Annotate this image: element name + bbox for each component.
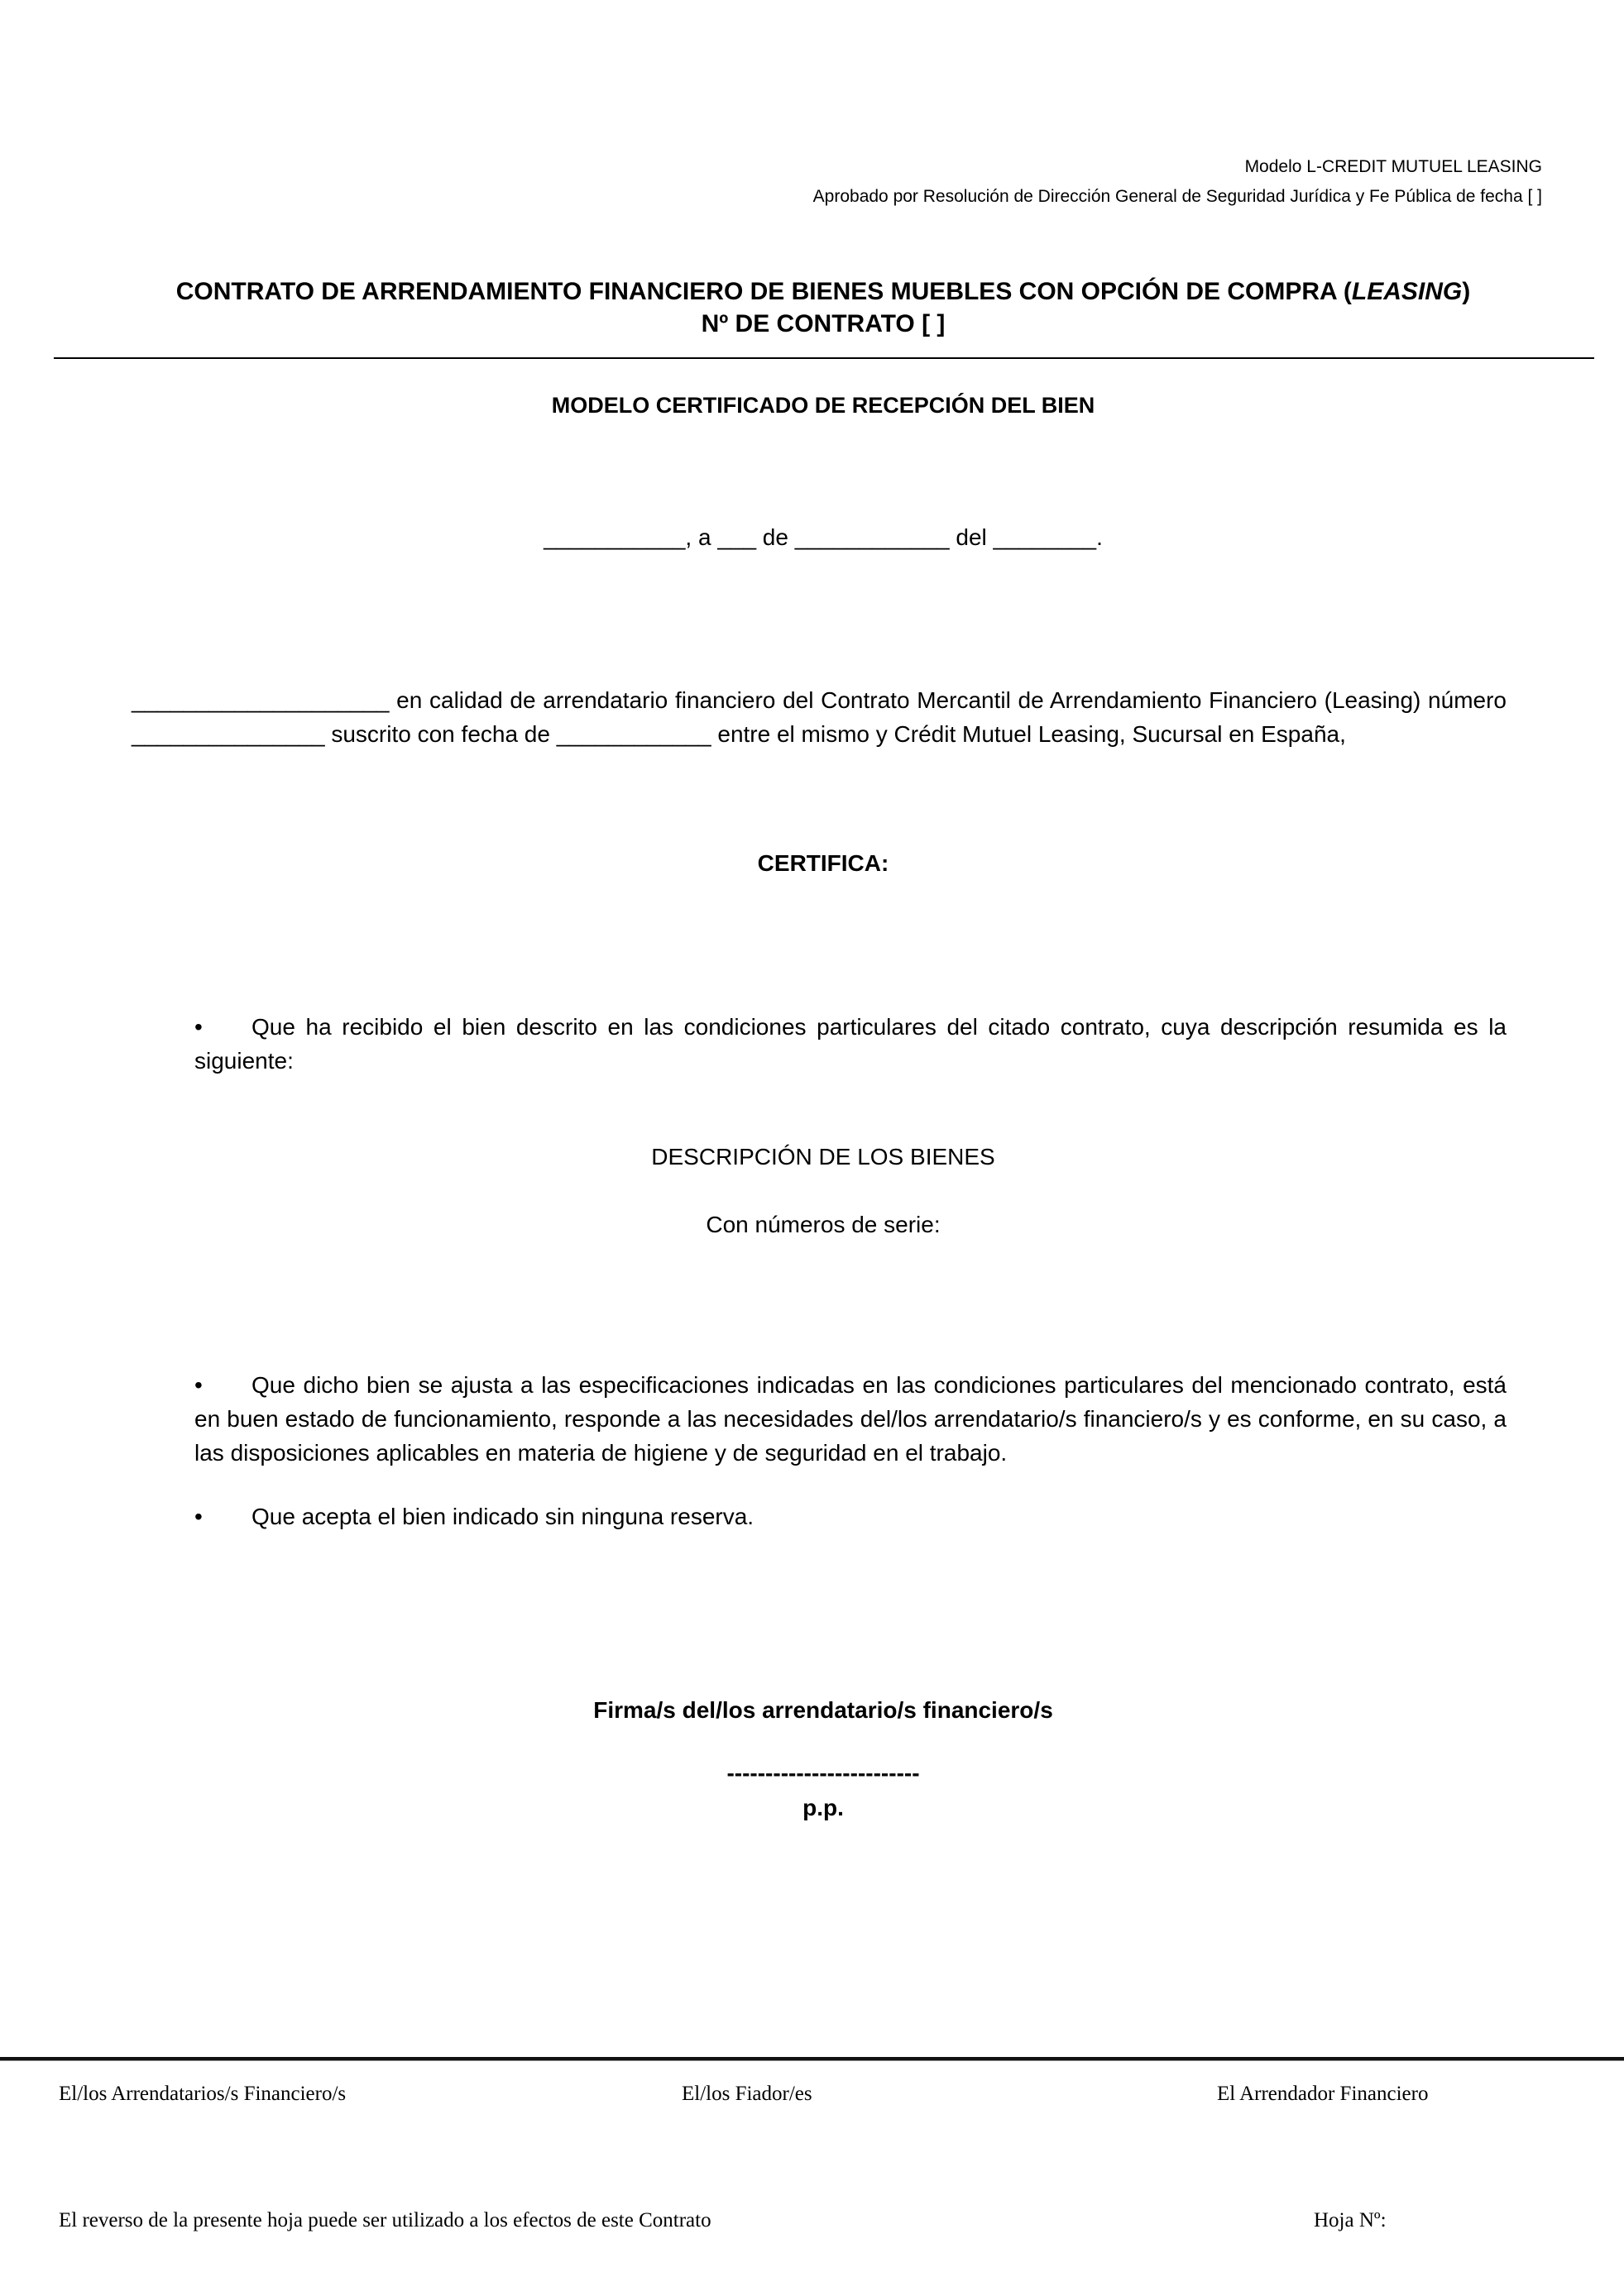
signature-label: Firma/s del/los arrendatario/s financiero/s bbox=[593, 1697, 1053, 1723]
certifica-heading: CERTIFICA: bbox=[757, 850, 889, 876]
contract-number: Nº DE CONTRATO [ ] bbox=[701, 310, 946, 337]
bullet-item-2 bbox=[194, 1368, 1507, 1470]
bullet-icon: • bbox=[194, 1504, 203, 1529]
footer-divider bbox=[0, 2057, 1624, 2061]
model-label: Modelo L-CREDIT MUTUEL LEASING bbox=[1244, 157, 1542, 176]
intro-paragraph: ____________________ en calidad de arrendatario financiero del Contrato Mercantil de Arrendamiento Financiero (Leasing) número _______________ suscrito con fecha de ____________ entre el mismo y Crédit Mutuel Leasing, Sucursal en España, bbox=[132, 687, 1507, 747]
title-suffix: ) bbox=[1462, 278, 1471, 305]
serial-numbers-label: Con números de serie: bbox=[706, 1212, 941, 1237]
footer-reverse-note: El reverso de la presente hoja puede ser utilizado a los efectos de este Contrato bbox=[59, 2209, 711, 2231]
goods-description-heading: DESCRIPCIÓN DE LOS BIENES bbox=[651, 1144, 995, 1170]
approval-label: Aprobado por Resolución de Dirección General de Seguridad Jurídica y Fe Pública de fecha [ ] bbox=[812, 187, 1542, 206]
contract-title bbox=[0, 278, 1624, 306]
footer-guarantors: El/los Fiador/es bbox=[682, 2083, 812, 2105]
per-procurationem: p.p. bbox=[802, 1795, 844, 1820]
title-prefix: CONTRATO DE ARRENDAMIENTO FINANCIERO DE BIENES MUEBLES CON OPCIÓN DE COMPRA ( bbox=[175, 278, 1352, 305]
footer-lessor: El Arrendador Financiero bbox=[1217, 2083, 1429, 2105]
signature-line: ------------------------- bbox=[726, 1760, 920, 1786]
bullet-text: Que ha recibido el bien descrito en las condiciones particulares del citado contrato, cuya descripción resumida es la siguiente: bbox=[194, 1014, 1507, 1074]
bullet-text: Que acepta el bien indicado sin ninguna reserva. bbox=[252, 1504, 755, 1529]
bullet-icon: • bbox=[194, 1372, 203, 1398]
header-divider bbox=[54, 357, 1594, 359]
bullet-item-1 bbox=[194, 1010, 1507, 1078]
bullet-text: Que dicho bien se ajusta a las especificaciones indicadas en las condiciones particulares del mencionado contrato, está en buen estado de funcionamiento, responde a las necesidades del/los arrendatario/s financiero/s y es conforme, en su caso, a las disposiciones aplicables en materia de higiene y de seguridad en el trabajo. bbox=[194, 1372, 1507, 1466]
footer-sheet-number: Hoja Nº: bbox=[1314, 2209, 1387, 2231]
date-line: ___________, a ___ de ____________ del ________. bbox=[544, 524, 1103, 550]
footer-lessees: El/los Arrendatarios/s Financiero/s bbox=[59, 2083, 347, 2105]
document-subtitle: MODELO CERTIFICADO DE RECEPCIÓN DEL BIEN bbox=[551, 393, 1095, 418]
bullet-icon: • bbox=[194, 1014, 203, 1040]
bullet-item-3 bbox=[194, 1500, 1507, 1533]
title-italic: LEASING bbox=[1351, 278, 1463, 305]
